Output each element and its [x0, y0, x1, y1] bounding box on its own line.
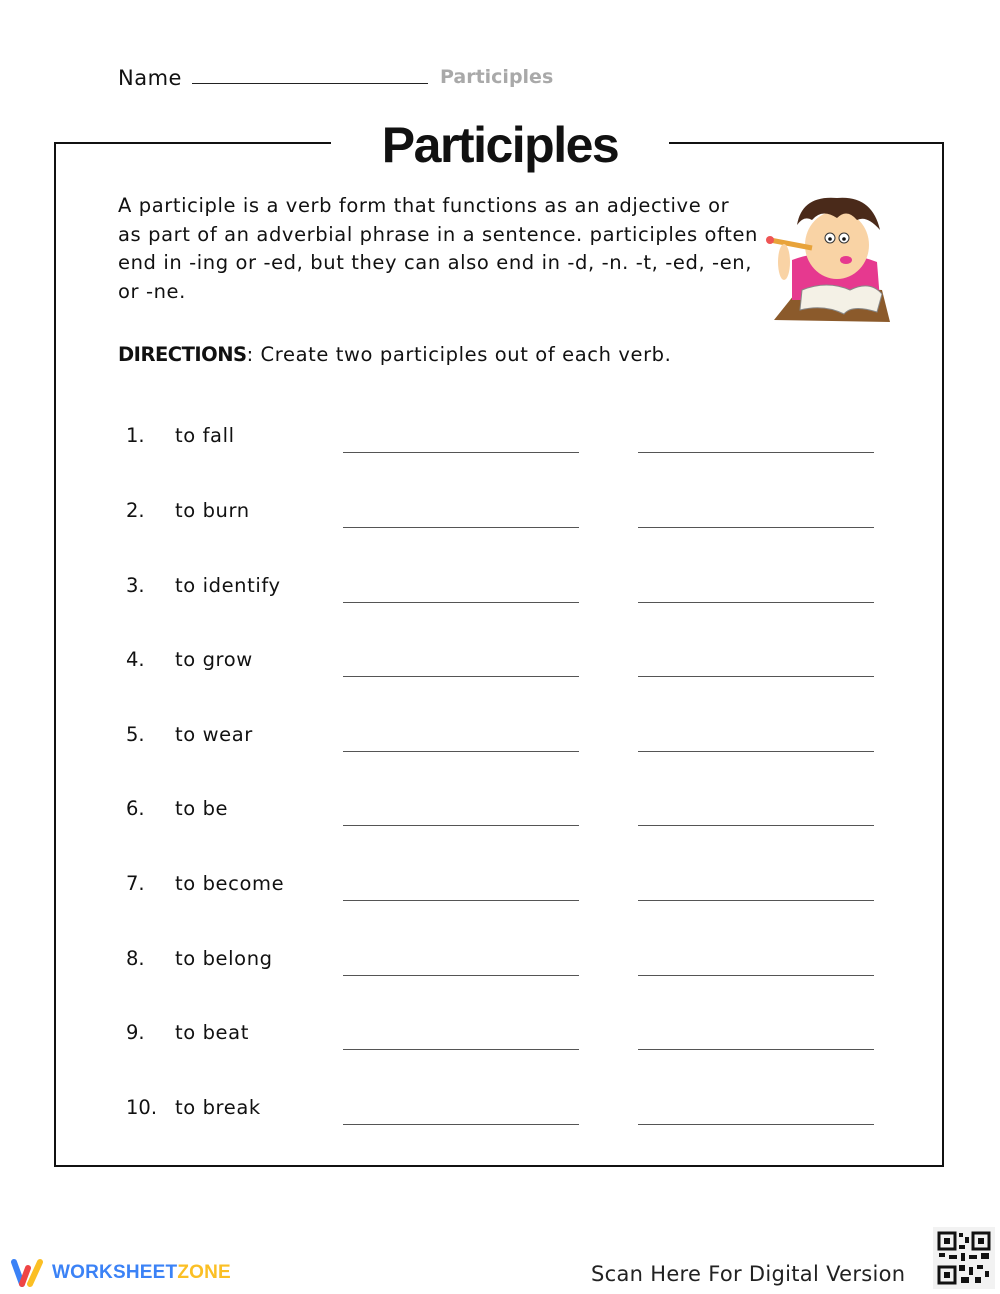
list-item — [126, 947, 886, 987]
answer-line-2[interactable] — [638, 825, 874, 826]
intro-paragraph: A participle is a verb form that functions as an adjective or as part of an adverbial phrase in a sentence. participles often end in -ing or -ed, but they can also end in -d, -n. -t, -ed, -en, or -ne. — [118, 194, 759, 303]
item-verb: to grow — [175, 648, 253, 671]
answer-line-1[interactable] — [343, 825, 579, 826]
page-title: Participles — [381, 117, 619, 173]
name-input-line[interactable] — [192, 83, 428, 84]
answer-line-1[interactable] — [343, 452, 579, 453]
list-item — [126, 499, 886, 539]
logo-w-icon — [10, 1258, 46, 1288]
answer-line-2[interactable] — [638, 1049, 874, 1050]
logo-text: WORKSHEETZONE — [52, 1262, 231, 1283]
answer-line-1[interactable] — [343, 527, 579, 528]
item-number: 3. — [126, 574, 145, 597]
name-label: Name — [118, 66, 182, 90]
directions-text: : Create two participles out of each verb. — [246, 343, 672, 366]
thinking-boy-icon — [762, 190, 902, 330]
answer-line-1[interactable] — [343, 751, 579, 752]
list-item — [126, 574, 886, 614]
item-verb: to burn — [175, 499, 250, 522]
answer-line-2[interactable] — [638, 676, 874, 677]
list-item — [126, 872, 886, 912]
answer-line-1[interactable] — [343, 900, 579, 901]
answer-line-1[interactable] — [343, 602, 579, 603]
item-number: 8. — [126, 947, 145, 970]
list-item — [126, 648, 886, 688]
list-item — [126, 1021, 886, 1061]
item-number: 1. — [126, 424, 145, 447]
answer-line-2[interactable] — [638, 900, 874, 901]
item-verb: to beat — [175, 1021, 249, 1044]
answer-line-1[interactable] — [343, 676, 579, 677]
item-number: 10. — [126, 1096, 158, 1119]
scan-text: Scan Here For Digital Version — [591, 1262, 906, 1286]
item-number: 7. — [126, 872, 145, 895]
list-item — [126, 1096, 886, 1136]
answer-line-1[interactable] — [343, 975, 579, 976]
worksheetzone-logo[interactable] — [10, 1258, 231, 1288]
item-number: 2. — [126, 499, 145, 522]
item-verb: to become — [175, 872, 285, 895]
directions-label: DIRECTIONS — [118, 343, 247, 366]
answer-line-2[interactable] — [638, 452, 874, 453]
item-verb: to belong — [175, 947, 273, 970]
list-item — [126, 424, 886, 464]
qr-code-icon[interactable] — [933, 1227, 995, 1289]
item-verb: to break — [175, 1096, 261, 1119]
list-item — [126, 797, 886, 837]
item-number: 6. — [126, 797, 145, 820]
answer-line-2[interactable] — [638, 602, 874, 603]
item-verb: to wear — [175, 723, 253, 746]
item-number: 4. — [126, 648, 145, 671]
directions — [118, 343, 671, 366]
answer-line-2[interactable] — [638, 975, 874, 976]
answer-line-1[interactable] — [343, 1124, 579, 1125]
topic-label: Participles — [439, 66, 554, 88]
item-verb: to fall — [175, 424, 235, 447]
answer-line-1[interactable] — [343, 1049, 579, 1050]
name-row — [118, 60, 553, 90]
answer-line-2[interactable] — [638, 751, 874, 752]
answer-line-2[interactable] — [638, 527, 874, 528]
list-item — [126, 723, 886, 763]
item-number: 9. — [126, 1021, 145, 1044]
answer-line-2[interactable] — [638, 1124, 874, 1125]
item-verb: to identify — [175, 574, 281, 597]
item-verb: to be — [175, 797, 229, 820]
item-number: 5. — [126, 723, 145, 746]
